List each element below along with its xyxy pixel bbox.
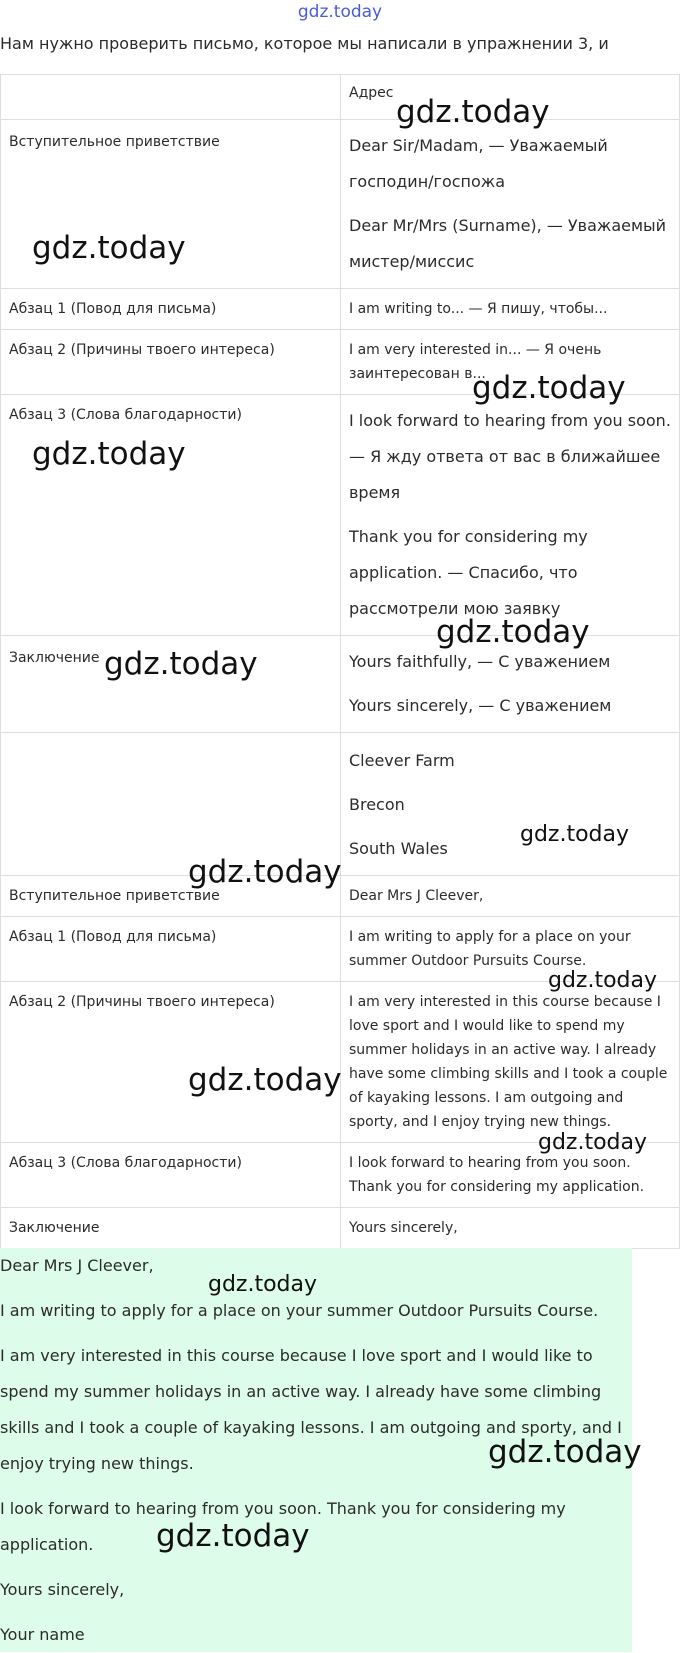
row-value: Yours sincerely, <box>341 1208 680 1249</box>
watermark: gdz.today <box>472 370 626 406</box>
watermark: gdz.today <box>436 614 590 650</box>
table-row <box>1 75 680 120</box>
row-label: Заключение <box>1 636 341 733</box>
table-row <box>1 1208 680 1249</box>
row-label: Абзац 3 (Слова благодарности) <box>1 395 341 636</box>
watermark: gdz.today <box>520 822 630 847</box>
watermark: gdz.today <box>488 1434 642 1470</box>
row-value: Yours faithfully, — С уважением Yours sincerely, — С уважением <box>341 636 680 733</box>
letter-signature: Your name <box>0 1625 85 1644</box>
row-label: Абзац 1 (Повод для письма) <box>1 289 341 330</box>
row-value: I look forward to hearing from you soon. — Я жду ответа от вас в ближайшее время Thank you for considering my application. — Спасибо, что рассмотрели мою заявку <box>341 395 680 636</box>
letter-paragraph-1: I am writing to apply for a place on your summer Outdoor Pursuits Course. <box>0 1301 599 1320</box>
intro-text <box>0 32 680 74</box>
watermark: gdz.today <box>32 230 186 266</box>
row-label: Заключение <box>1 1208 341 1249</box>
row-label <box>1 733 341 876</box>
row-value: Dear Mrs J Cleever, <box>341 876 680 917</box>
table-row <box>1 733 680 876</box>
watermark: gdz.today <box>208 1272 318 1297</box>
row-value: Cleever Farm Brecon South Wales <box>341 733 680 876</box>
row-value: Dear Sir/Madam, — Уважаемый господин/госпожа Dear Mr/Mrs (Surname), — Уважаемый мистер/миссис <box>341 120 680 289</box>
row-label: Абзац 3 (Слова благодарности) <box>1 1143 341 1208</box>
table-row <box>1 636 680 733</box>
table-row <box>1 1143 680 1208</box>
letter-closing: Yours sincerely, <box>0 1580 125 1599</box>
row-value: I look forward to hearing from you soon. Thank you for considering my application. <box>341 1143 680 1208</box>
row-value: I am writing to... — Я пишу, чтобы... <box>341 289 680 330</box>
row-label: Абзац 2 (Причины твоего интереса) <box>1 330 341 395</box>
letter-paragraph-3: I look forward to hearing from you soon. Thank you for considering my application. <box>0 1499 566 1554</box>
template-table <box>0 74 680 1249</box>
table-row <box>1 395 680 636</box>
table-row <box>1 876 680 917</box>
row-value: I am very interested in... — Я очень заинтересован в... <box>341 330 680 395</box>
row-label: Вступительное приветствие <box>1 120 341 289</box>
watermark: gdz.today <box>188 854 342 890</box>
watermark: gdz.today <box>188 1062 342 1098</box>
watermark: gdz.today <box>396 94 550 130</box>
final-letter <box>0 1248 632 1652</box>
row-value: I am very interested in this course because I love sport and I would like to spend my summer holidays in an active way. I already have some climbing skills and I took a couple of kayaking lessons. I am outgoing and sporty, and I enjoy trying new things. <box>341 982 680 1143</box>
row-label: Вступительное приветствие <box>1 876 341 917</box>
table-row <box>1 120 680 289</box>
row-label: Абзац 2 (Причины твоего интереса) <box>1 982 341 1143</box>
letter-greeting: Dear Mrs J Cleever, <box>0 1256 154 1275</box>
watermark: gdz.today <box>32 436 186 472</box>
table-row <box>1 289 680 330</box>
letter-paragraph-2: I am very interested in this course because I love sport and I would like to spend my summer holidays in an active way. I already have some climbing skills and I took a couple of kayaking lessons. I am outgoing and sporty, and I enjoy trying new things. <box>0 1346 622 1473</box>
row-value: I am writing to apply for a place on your summer Outdoor Pursuits Course. <box>341 917 680 982</box>
table-row <box>1 917 680 982</box>
watermark: gdz.today <box>104 646 258 682</box>
watermark: gdz.today <box>156 1518 310 1554</box>
table-row <box>1 982 680 1143</box>
row-value: Адрес <box>341 75 680 120</box>
table-row <box>1 330 680 395</box>
intro-sentence: Нам нужно проверить письмо, которое мы написали в упражнении 3, и <box>0 34 609 53</box>
watermark: gdz.today <box>538 1130 648 1155</box>
watermark: gdz.today <box>548 968 658 993</box>
row-label: Абзац 1 (Повод для письма) <box>1 917 341 982</box>
site-brand-link[interactable]: gdz.today <box>297 2 383 22</box>
row-label <box>1 75 341 120</box>
